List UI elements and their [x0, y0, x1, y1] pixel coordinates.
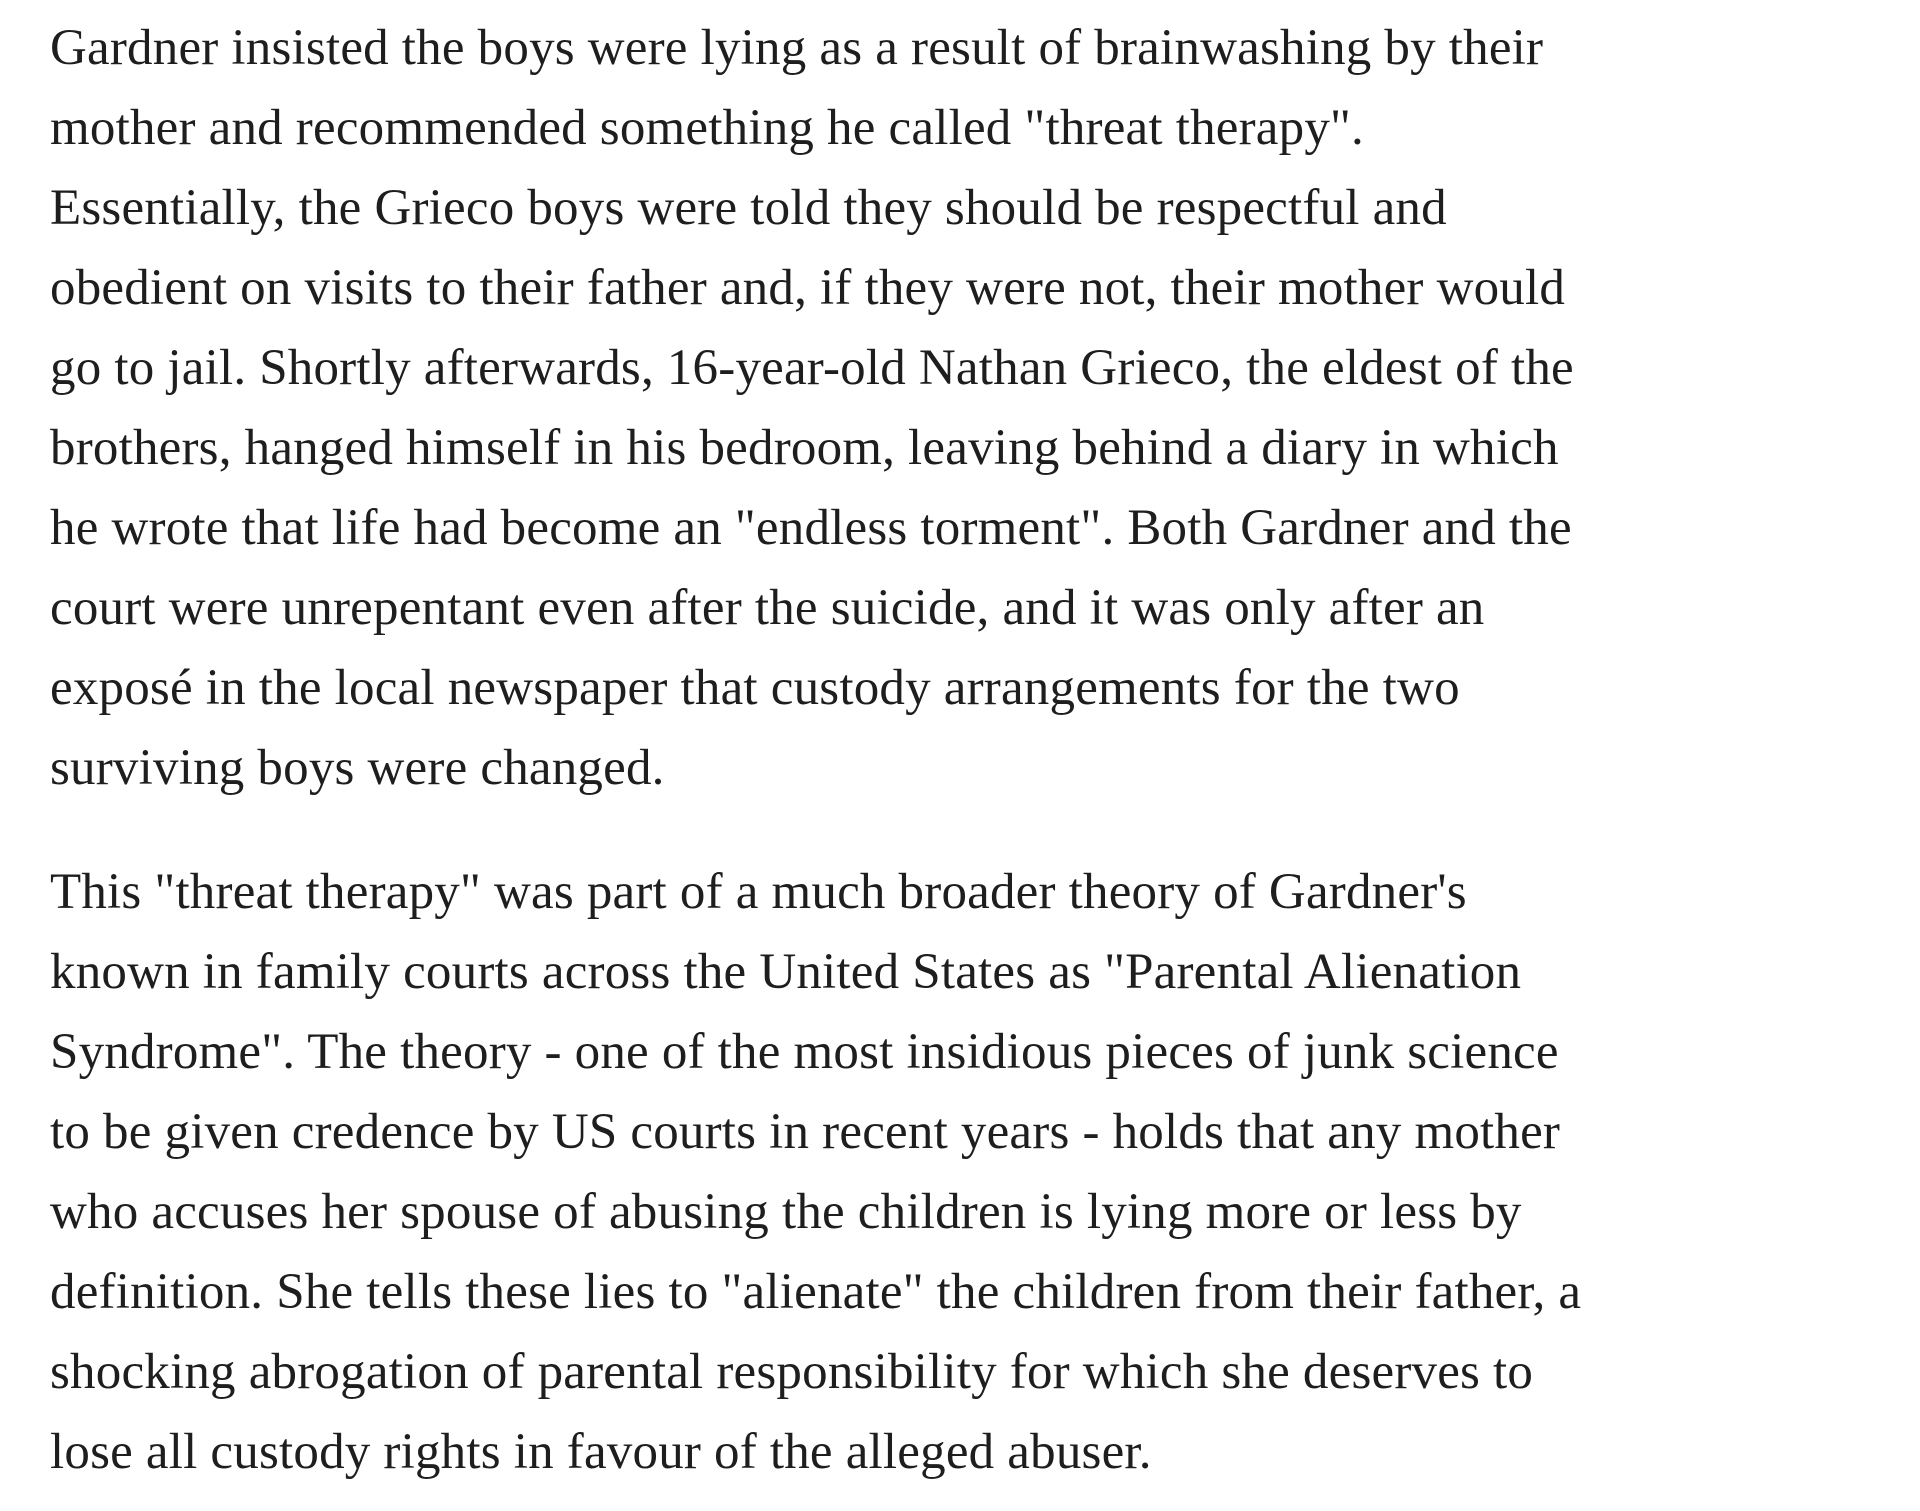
article-body: [50, 8, 1890, 1492]
text-line: go to jail. Shortly afterwards, 16-year-old Nathan Grieco, the eldest of the: [50, 340, 1574, 396]
text-line: Gardner insisted the boys were lying as a result of brainwashing by their: [50, 20, 1544, 76]
text-line: to be given credence by US courts in recent years - holds that any mother: [50, 1104, 1561, 1160]
text-line: Syndrome". The theory - one of the most insidious pieces of junk science: [50, 1024, 1559, 1080]
paragraph-2: [50, 852, 1890, 1492]
text-line: obedient on visits to their father and, if they were not, their mother would: [50, 260, 1566, 316]
text-line: who accuses her spouse of abusing the children is lying more or less by: [50, 1184, 1522, 1240]
text-line: brothers, hanged himself in his bedroom, leaving behind a diary in which: [50, 420, 1559, 476]
text-line: known in family courts across the United States as "Parental Alienation: [50, 944, 1522, 1000]
text-line: mother and recommended something he called "threat therapy".: [50, 100, 1364, 156]
text-line: surviving boys were changed.: [50, 740, 665, 796]
text-line: Essentially, the Grieco boys were told they should be respectful and: [50, 180, 1447, 236]
paragraph-1: [50, 8, 1890, 808]
text-line: This "threat therapy" was part of a much broader theory of Gardner's: [50, 864, 1467, 920]
text-line: he wrote that life had become an "endless torment". Both Gardner and the: [50, 500, 1572, 556]
text-line: lose all custody rights in favour of the alleged abuser.: [50, 1424, 1152, 1480]
text-line: court were unrepentant even after the suicide, and it was only after an: [50, 580, 1485, 636]
text-line: definition. She tells these lies to "alienate" the children from their father, a: [50, 1264, 1582, 1320]
text-line: exposé in the local newspaper that custody arrangements for the two: [50, 660, 1460, 716]
text-line: shocking abrogation of parental responsibility for which she deserves to: [50, 1344, 1534, 1400]
